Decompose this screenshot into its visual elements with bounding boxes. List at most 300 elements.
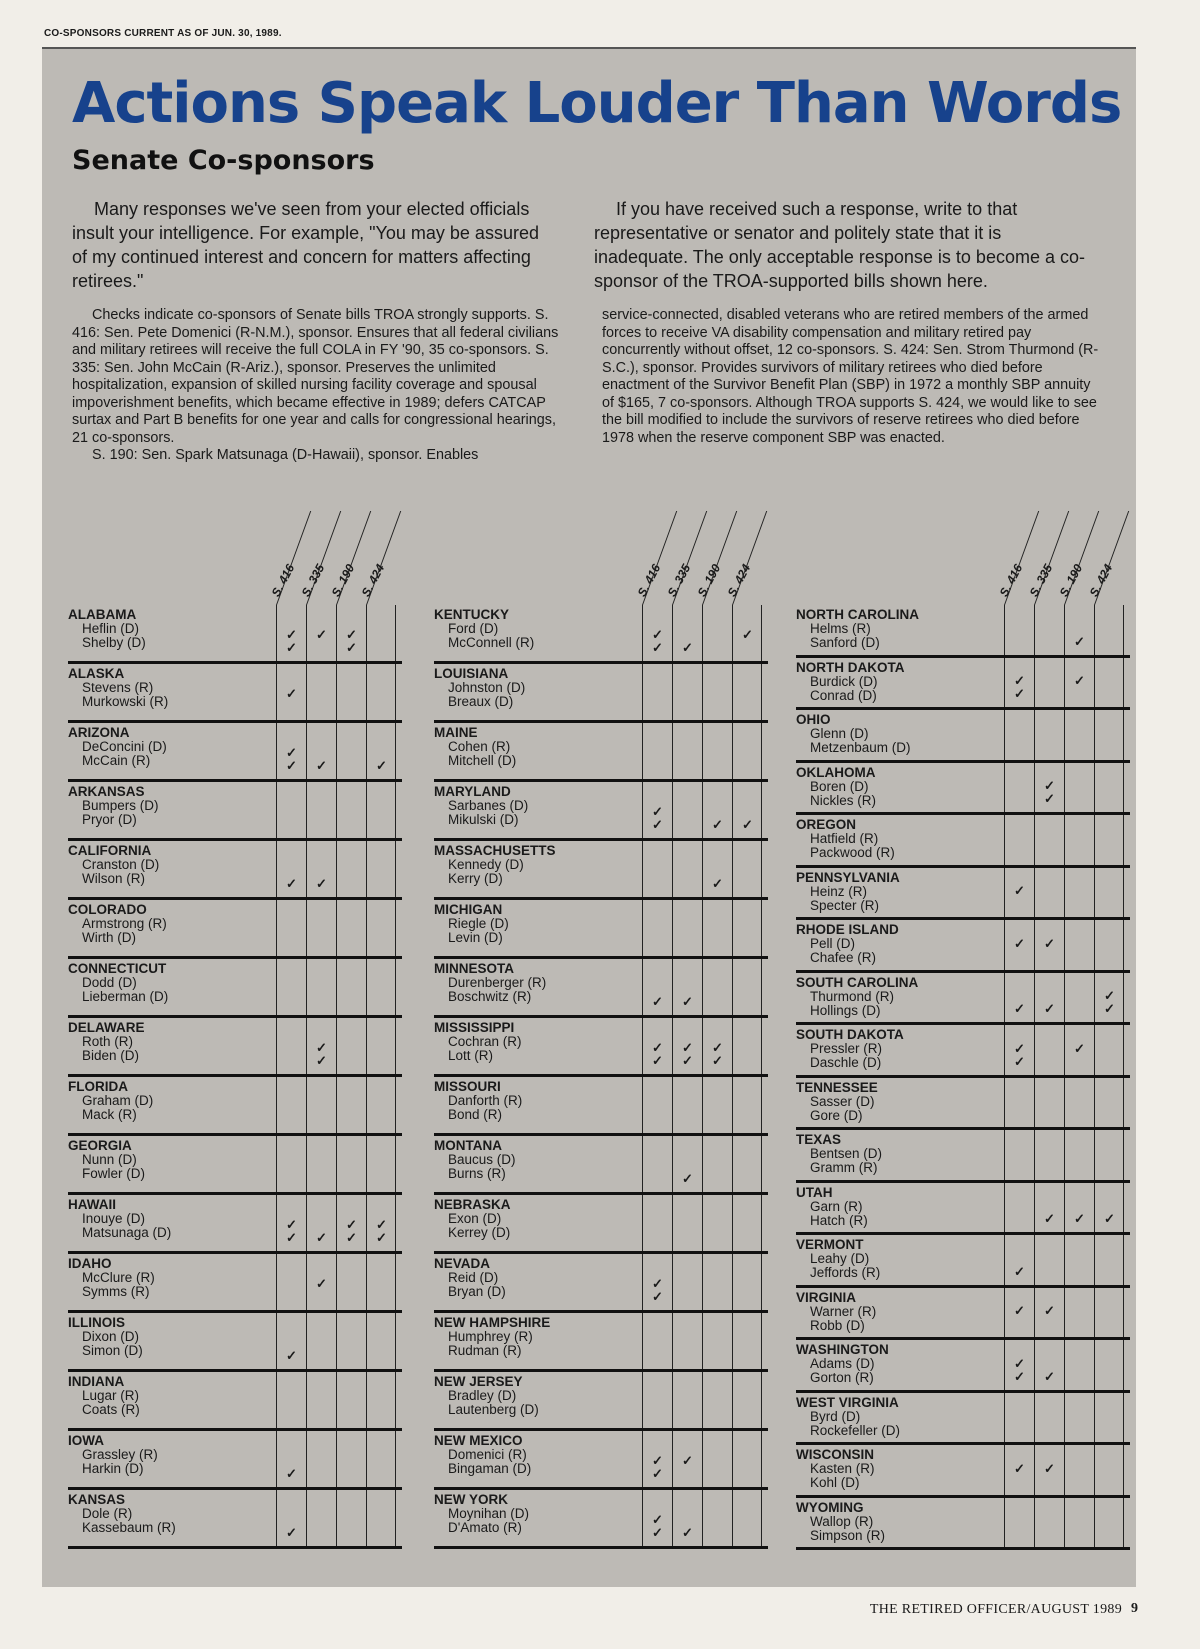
check-cell [276,1372,306,1428]
state-name: ILLINOIS [68,1315,125,1330]
check-mark-icon: ✓ [652,1053,663,1068]
check-cell [732,664,762,720]
check-mark-icon: ✓ [682,1525,693,1540]
check-cell [1094,658,1124,708]
check-cell [1064,920,1094,970]
check-grid [642,1490,762,1546]
check-mark-icon: ✓ [1104,1001,1115,1016]
senator-name: Cohen (R) [448,739,511,754]
check-grid [642,605,762,661]
senator-name: Shelby (D) [82,635,146,650]
check-cell [276,1254,306,1310]
check-cell [276,1195,306,1251]
bill-header-row [68,519,402,605]
check-mark-icon: ✓ [346,627,357,642]
check-mark-icon: ✓ [316,1040,327,1055]
bill-header-row [796,519,1130,605]
senator-name: Hatfield (R) [810,831,879,846]
check-cell [672,1136,702,1192]
senator-name: Johnston (D) [448,680,526,695]
check-grid [642,841,762,897]
check-grid [276,1254,396,1310]
check-grid [276,1490,396,1546]
check-cell [672,1077,702,1133]
senator-name: Roth (R) [82,1034,134,1049]
state-name: OHIO [796,712,831,727]
check-cell [1034,605,1064,655]
check-cell [1004,1340,1034,1390]
check-cell [732,1431,762,1487]
check-cell [336,664,366,720]
check-cell [336,1254,366,1310]
check-cell [672,782,702,838]
senator-name: DeConcini (D) [82,739,167,754]
check-cell [366,664,396,720]
check-cell [642,1490,672,1546]
check-cell [1034,1498,1064,1548]
check-grid [642,782,762,838]
state-name: CONNECTICUT [68,961,167,976]
check-mark-icon: ✓ [1074,1040,1085,1056]
senator-name: Jeffords (R) [810,1265,881,1280]
check-mark-icon: ✓ [346,640,357,655]
check-grid [276,723,396,779]
check-cell [276,1431,306,1487]
state-block [68,664,402,723]
check-cell [702,605,732,661]
check-cell [1004,1288,1034,1338]
body-left-text-2: S. 190: Sen. Spark Matsunaga (D-Hawaii), sponsor. Enables [92,447,479,463]
check-cell [1034,763,1064,813]
senator-name: Nunn (D) [82,1152,137,1167]
check-cell [366,959,396,1015]
check-grid [276,1195,396,1251]
state-name: ALASKA [68,666,125,681]
check-grid [1004,658,1124,708]
state-block [434,1313,768,1372]
check-grid [642,900,762,956]
check-cell [306,1018,336,1074]
check-cell [1034,1025,1064,1075]
state-block [796,1340,1130,1393]
state-block [796,1498,1130,1551]
check-cell [1004,973,1034,1023]
check-mark-icon: ✓ [1044,1460,1055,1476]
check-cell [1004,1183,1034,1233]
senator-name: Coats (R) [82,1402,140,1417]
check-mark-icon: ✓ [286,1466,297,1481]
state-name: WEST VIRGINIA [796,1394,899,1410]
check-mark-icon: ✓ [1014,1053,1025,1069]
check-grid [642,1372,762,1428]
check-cell [702,1195,732,1251]
check-cell [702,1136,732,1192]
check-cell [276,959,306,1015]
check-cell [642,900,672,956]
body-right-text: service-connected, disabled veterans who are retired members of the armed forces to receive VA disability compensation and military retired pay concurrently without offset, 12 co-sponsors. S. 424: Sen. Strom Thurmond (R-S.C.), sponsor. Provides survivors of military retirees who died before enactment of the Survivor Benefit Plan (SBP) in 1972 a monthly SBP annuity of $165, 7 co-sponsors. Although TROA supports S. 424, we would like to see the bill modified to include the survivors of reserve retirees who died before 1978 when the reserve component SBP was enacted. [602,307,1099,446]
check-mark-icon: ✓ [712,876,723,891]
state-block [68,1313,402,1372]
senator-name: Baucus (D) [448,1152,516,1167]
state-name: MINNESOTA [434,961,514,976]
check-mark-icon: ✓ [376,1230,387,1245]
check-cell [1094,710,1124,760]
check-mark-icon: ✓ [682,1171,693,1186]
check-mark-icon: ✓ [286,1525,297,1540]
state-block [796,1393,1130,1446]
check-cell [1094,763,1124,813]
senator-name: Harkin (D) [82,1461,144,1476]
check-mark-icon: ✓ [286,876,297,891]
check-cell [1004,658,1034,708]
state-block [434,1077,768,1136]
check-mark-icon: ✓ [712,1053,723,1068]
check-cell [1004,1445,1034,1495]
senator-name: Sanford (D) [810,635,880,650]
check-mark-icon: ✓ [286,758,297,773]
check-cell [276,1490,306,1546]
bill-header-label: S. 424 [1086,561,1116,599]
check-cell [732,1018,762,1074]
check-cell [672,723,702,779]
check-mark-icon: ✓ [1014,673,1025,688]
check-cell [672,841,702,897]
check-cell [672,1018,702,1074]
senator-name: Kennedy (D) [448,857,524,872]
check-cell [642,782,672,838]
check-mark-icon: ✓ [1044,935,1055,951]
state-block [796,1078,1130,1131]
check-cell [702,1254,732,1310]
state-name: TENNESSEE [796,1079,878,1095]
check-cell [642,1313,672,1369]
state-name: MONTANA [434,1138,502,1153]
check-mark-icon: ✓ [682,1040,693,1055]
senator-name: Breaux (D) [448,694,514,709]
state-name: OKLAHOMA [796,764,876,780]
state-name: NEW YORK [434,1492,509,1507]
state-block [434,900,768,959]
check-cell [1004,868,1034,918]
state-name: HAWAII [68,1197,117,1212]
check-mark-icon: ✓ [316,876,327,891]
state-block [796,815,1130,868]
senator-name: Thurmond (R) [810,988,895,1004]
check-cell [1004,710,1034,760]
check-mark-icon: ✓ [1104,988,1115,1003]
check-grid [642,1431,762,1487]
check-cell [1034,868,1064,918]
state-name: MICHIGAN [434,902,503,917]
check-mark-icon: ✓ [376,758,387,773]
senator-name: Levin (D) [448,930,503,945]
check-cell [276,605,306,661]
check-mark-icon: ✓ [1074,633,1085,649]
state-name: NORTH CAROLINA [796,607,919,622]
check-cell [672,1195,702,1251]
senator-name: Robb (D) [810,1317,865,1333]
senator-name: Kohl (D) [810,1475,860,1490]
state-block [68,1254,402,1313]
check-mark-icon: ✓ [1014,1355,1025,1371]
check-cell [366,1018,396,1074]
check-mark-icon: ✓ [316,627,327,642]
check-cell [1034,920,1064,970]
check-cell [366,723,396,779]
state-name: MASSACHUSETTS [434,843,556,858]
check-cell [306,1490,336,1546]
check-cell [1094,1445,1124,1495]
check-mark-icon: ✓ [1044,1303,1055,1318]
bill-header-label: S. 416 [268,561,298,599]
state-block [796,973,1130,1026]
senator-name: Dole (R) [82,1506,133,1521]
state-block [68,1077,402,1136]
state-block [434,782,768,841]
check-grid [1004,1445,1124,1495]
senator-name: Burdick (D) [810,673,878,689]
check-cell [732,1077,762,1133]
check-cell [336,1372,366,1428]
state-block [796,710,1130,763]
check-mark-icon: ✓ [1014,1368,1025,1384]
check-cell [1064,763,1094,813]
state-name: IDAHO [68,1256,112,1271]
check-mark-icon: ✓ [1014,1040,1025,1056]
check-cell [642,1254,672,1310]
state-name: UTAH [796,1184,833,1200]
state-name: TEXAS [796,1132,842,1147]
check-cell [732,1195,762,1251]
senator-name: Pell (D) [810,936,856,951]
senator-name: Byrd (D) [810,1408,861,1424]
senator-name: Hollings (D) [810,1002,881,1018]
state-block [68,1136,402,1195]
check-cell [642,1136,672,1192]
check-cell [1064,1445,1094,1495]
check-cell [336,900,366,956]
senator-name: Dodd (D) [82,975,137,990]
check-cell [672,1313,702,1369]
check-cell [336,605,366,661]
check-cell [276,1018,306,1074]
state-block [434,723,768,782]
check-mark-icon: ✓ [1014,935,1025,951]
check-cell [1034,658,1064,708]
senator-name: Riegle (D) [448,916,509,931]
page-subtitle: Senate Co-sponsors [72,145,375,176]
senator-name: Lautenberg (D) [448,1402,539,1417]
senator-name: Daschle (D) [810,1055,882,1070]
state-name: KENTUCKY [434,607,510,622]
check-mark-icon: ✓ [1044,1001,1055,1016]
check-cell [306,841,336,897]
check-mark-icon: ✓ [1014,1303,1025,1318]
check-cell [366,1490,396,1546]
check-cell [732,1254,762,1310]
check-mark-icon: ✓ [286,627,297,642]
check-cell [1064,868,1094,918]
check-cell [336,841,366,897]
state-name: MISSOURI [434,1079,501,1094]
senator-name: Wirth (D) [82,930,136,945]
bill-header [358,519,396,605]
check-cell [1004,815,1034,865]
state-block [796,763,1130,816]
check-mark-icon: ✓ [652,994,663,1009]
senator-name: Simon (D) [82,1343,143,1358]
state-name: SOUTH CAROLINA [796,974,919,990]
state-name: OREGON [796,817,857,832]
check-cell [336,959,366,1015]
check-mark-icon: ✓ [652,1040,663,1055]
senator-name: Rudman (R) [448,1343,522,1358]
check-grid [642,959,762,1015]
check-cell [672,1254,702,1310]
check-mark-icon: ✓ [712,1040,723,1055]
state-name: SOUTH DAKOTA [796,1027,904,1042]
check-cell [1094,1078,1124,1128]
check-cell [1094,920,1124,970]
state-block [68,1431,402,1490]
check-cell [672,1431,702,1487]
check-mark-icon: ✓ [652,817,663,832]
senator-name: Gorton (R) [810,1370,874,1385]
check-cell [1034,973,1064,1023]
check-cell [336,1077,366,1133]
intro-right: If you have received such a response, write to that representative or senator and politely state that it is inadequate. The only acceptable response is to become a co-sponsor of the TROA-supported bills shown here. [594,199,1085,291]
senator-name: Symms (R) [82,1284,150,1299]
senator-name: Murkowski (R) [82,694,169,709]
check-mark-icon: ✓ [1044,1368,1055,1384]
check-cell [702,1018,732,1074]
senator-name: Boschwitz (R) [448,989,532,1004]
check-grid [276,900,396,956]
senator-name: Wallop (R) [810,1513,874,1529]
senator-name: Domenici (R) [448,1447,527,1462]
check-cell [1064,1288,1094,1338]
check-grid [1004,1498,1124,1548]
state-block [68,1490,402,1549]
check-mark-icon: ✓ [286,1348,297,1363]
check-cell [1064,1393,1094,1443]
check-grid [276,959,396,1015]
senator-name: Helms (R) [810,621,871,636]
senator-name: Packwood (R) [810,845,895,860]
check-cell [276,841,306,897]
senator-name: Simpson (R) [810,1527,886,1543]
body-left-text: Checks indicate co-sponsors of Senate bills TROA strongly supports. S. 416: Sen. Pete Domenici (R-N.M.), sponsor. Ensures that all federal civilians and military retirees will receive the full COLA in FY '90, 35 co-sponsors. S. 335: Sen. John McCain (R-Ariz.), sponsor. Preserves the unlimited hospitalization, expansion of skilled nursing facility coverage and spousal impoverishment benefits, which became effective in 1989; defers CATCAP surtax and Part B benefits for one year and calls for congressional hearings, 21 co-sponsors. [72,307,559,446]
senator-name: Moynihan (D) [448,1506,530,1521]
check-mark-icon: ✓ [1014,883,1025,898]
check-mark-icon: ✓ [652,627,663,642]
check-grid [1004,1078,1124,1128]
check-grid [276,1018,396,1074]
check-mark-icon: ✓ [1044,778,1055,793]
check-cell [276,1077,306,1133]
bill-header-label: S. 416 [634,561,664,599]
check-cell [1064,1340,1094,1390]
senator-name: Grassley (R) [82,1447,158,1462]
check-mark-icon: ✓ [652,1466,663,1481]
check-grid [276,1313,396,1369]
state-block [434,605,768,664]
check-grid [1004,920,1124,970]
check-mark-icon: ✓ [1014,686,1025,701]
state-block [434,1431,768,1490]
check-cell [306,723,336,779]
check-cell [1034,1288,1064,1338]
check-grid [1004,763,1124,813]
state-block [68,1018,402,1077]
check-mark-icon: ✓ [316,758,327,773]
senator-name: Biden (D) [82,1048,140,1063]
senator-name: Conrad (D) [810,687,877,703]
senator-name: McClure (R) [82,1270,155,1285]
senator-name: Bradley (D) [448,1388,517,1403]
state-block [434,664,768,723]
check-cell [306,664,336,720]
check-cell [1004,1498,1034,1548]
senator-name: Sasser (D) [810,1093,875,1109]
check-mark-icon: ✓ [712,817,723,832]
senator-name: Mikulski (D) [448,812,519,827]
check-cell [1094,1288,1124,1338]
bill-header-label: S. 424 [358,561,388,599]
check-grid [1004,605,1124,655]
check-grid [642,1018,762,1074]
check-cell [732,1372,762,1428]
senator-name: Cochran (R) [448,1034,522,1049]
senator-name: Pressler (R) [810,1041,883,1056]
check-cell [1094,1025,1124,1075]
check-grid [276,1372,396,1428]
bill-header-label: S. 335 [1026,561,1056,599]
footer-publication: THE RETIRED OFFICER/AUGUST 1989 [869,1602,1122,1617]
senator-name: Heinz (R) [810,883,868,899]
state-block [796,1445,1130,1498]
check-mark-icon: ✓ [346,1230,357,1245]
check-cell [732,782,762,838]
check-cell [642,1431,672,1487]
check-cell [702,1431,732,1487]
check-cell [1064,815,1094,865]
check-cell [306,900,336,956]
state-name: ARIZONA [68,725,130,740]
check-cell [1034,710,1064,760]
check-mark-icon: ✓ [316,1053,327,1068]
bill-header-row [434,519,768,605]
check-grid [1004,868,1124,918]
state-name: WYOMING [796,1499,864,1515]
state-name: ARKANSAS [68,784,145,799]
check-cell [366,900,396,956]
check-grid [642,664,762,720]
check-mark-icon: ✓ [652,804,663,819]
check-cell [702,1372,732,1428]
state-name: GEORGIA [68,1138,132,1153]
state-name: WASHINGTON [796,1342,889,1357]
state-name: KANSAS [68,1492,126,1507]
check-cell [366,1372,396,1428]
check-cell [1094,973,1124,1023]
senator-name: Lieberman (D) [82,989,169,1004]
senator-name: Metzenbaum (D) [810,740,911,755]
check-mark-icon: ✓ [652,640,663,655]
senator-name: Humphrey (R) [448,1329,533,1344]
check-cell [276,723,306,779]
check-cell [1034,1130,1064,1180]
